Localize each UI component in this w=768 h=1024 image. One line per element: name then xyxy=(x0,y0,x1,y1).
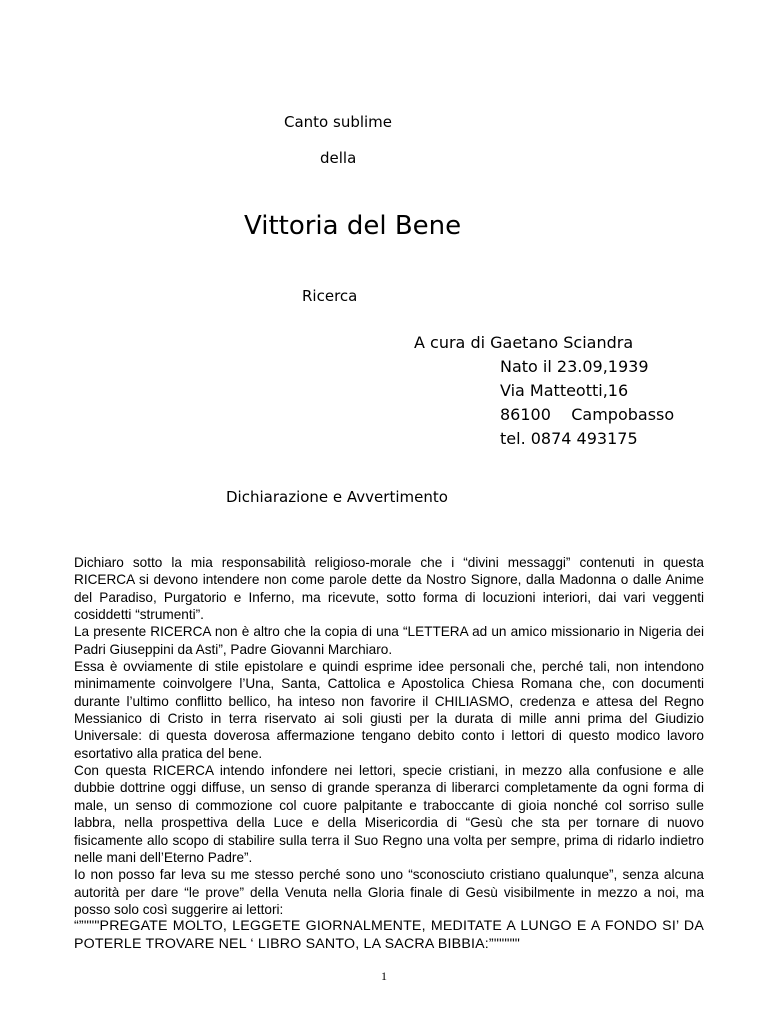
page-title: Vittoria del Bene xyxy=(244,211,462,241)
header-line-1: Canto sublime xyxy=(284,113,393,131)
header-line-2: della xyxy=(320,149,357,167)
paragraph: La presente RICERCA non è altro che la copia di una “LETTERA ad un amico missionario in Nigeria dei Padri Giuseppini da Asti”, Padre Giovanni Marchiaro. xyxy=(74,624,704,657)
paragraph: Dichiaro sotto la mia responsabilità religioso-morale che i “divini messaggi” contenuti in questa RICERCA si devono intendere non come parole dette da Nostro Signore, dalla Madonna o dalle Anime del Paradiso, Purgatorio e Inferno, ma ricevute, sotto forma di locuzioni interiori, dai vari veggenti cosiddetti “strumenti”. xyxy=(74,555,704,623)
paragraph: Essa è ovviamente di stile epistolare e quindi esprime idee personali che, perché tali, non intendono minimamente coinvolgere l’Una, Santa, Cattolica e Apostolica Chiesa Romana che, con documenti durante l’ultimo conflitto bellico, ha inteso non favorire il CHILIASMO, credenza e attesa del Regno Messianico di Cristo in terra riservato ai soli giusti per la durata di mille anni prima del Giudizio Universale: di questa doverosa affermazione tengano debito conto i lettori di questo modico lavoro esortativo alla pratica del bene. xyxy=(74,659,704,761)
closing-exhortation: “”"""PREGATE MOLTO, LEGGETE GIORNALMENTE, MEDITATE A LUNGO E A FONDO SI’ DA POTERLE TROVARE NEL ‘ LIBRO SANTO, LA SACRA BIBBIA:”""""" xyxy=(74,918,704,952)
paragraph: Con questa RICERCA intendo infondere nei lettori, specie cristiani, in mezzo alla confusione e alle dubbie dottrine oggi diffuse, un senso di grande speranza di liberarci completamente da ogni forma di male, un senso di commozione col cuore palpitante e traboccante di gioia nonché col sorriso sulle labbra, nella prospettiva della Luce e della Misericordia di “Gesù che sta per tornare di nuovo fisicamente allo scopo di stabilire sulla terra il Suo Regno una volta per sempre, prima di ridarlo indietro nelle mani dell’Eterno Padre”. xyxy=(74,763,704,865)
author-city: 86100 Campobasso xyxy=(500,405,675,424)
author-born: Nato il 23.09,1939 xyxy=(500,357,649,376)
author-phone: tel. 0874 493175 xyxy=(500,429,638,448)
section-heading: Dichiarazione e Avvertimento xyxy=(226,488,448,506)
subtitle: Ricerca xyxy=(302,287,358,305)
author-curator: A cura di Gaetano Sciandra xyxy=(414,333,634,352)
author-street: Via Matteotti,16 xyxy=(500,381,629,400)
declaration-body xyxy=(74,554,704,953)
page-number: 1 xyxy=(381,969,387,983)
paragraph: Io non posso far leva su me stesso perché sono uno “sconosciuto cristiano qualunque”, senza alcuna autorità per dare “le prove” della Venuta nella Gloria finale di Gesù visibilmente in mezzo a noi, ma posso solo così suggerire ai lettori: xyxy=(74,867,704,917)
